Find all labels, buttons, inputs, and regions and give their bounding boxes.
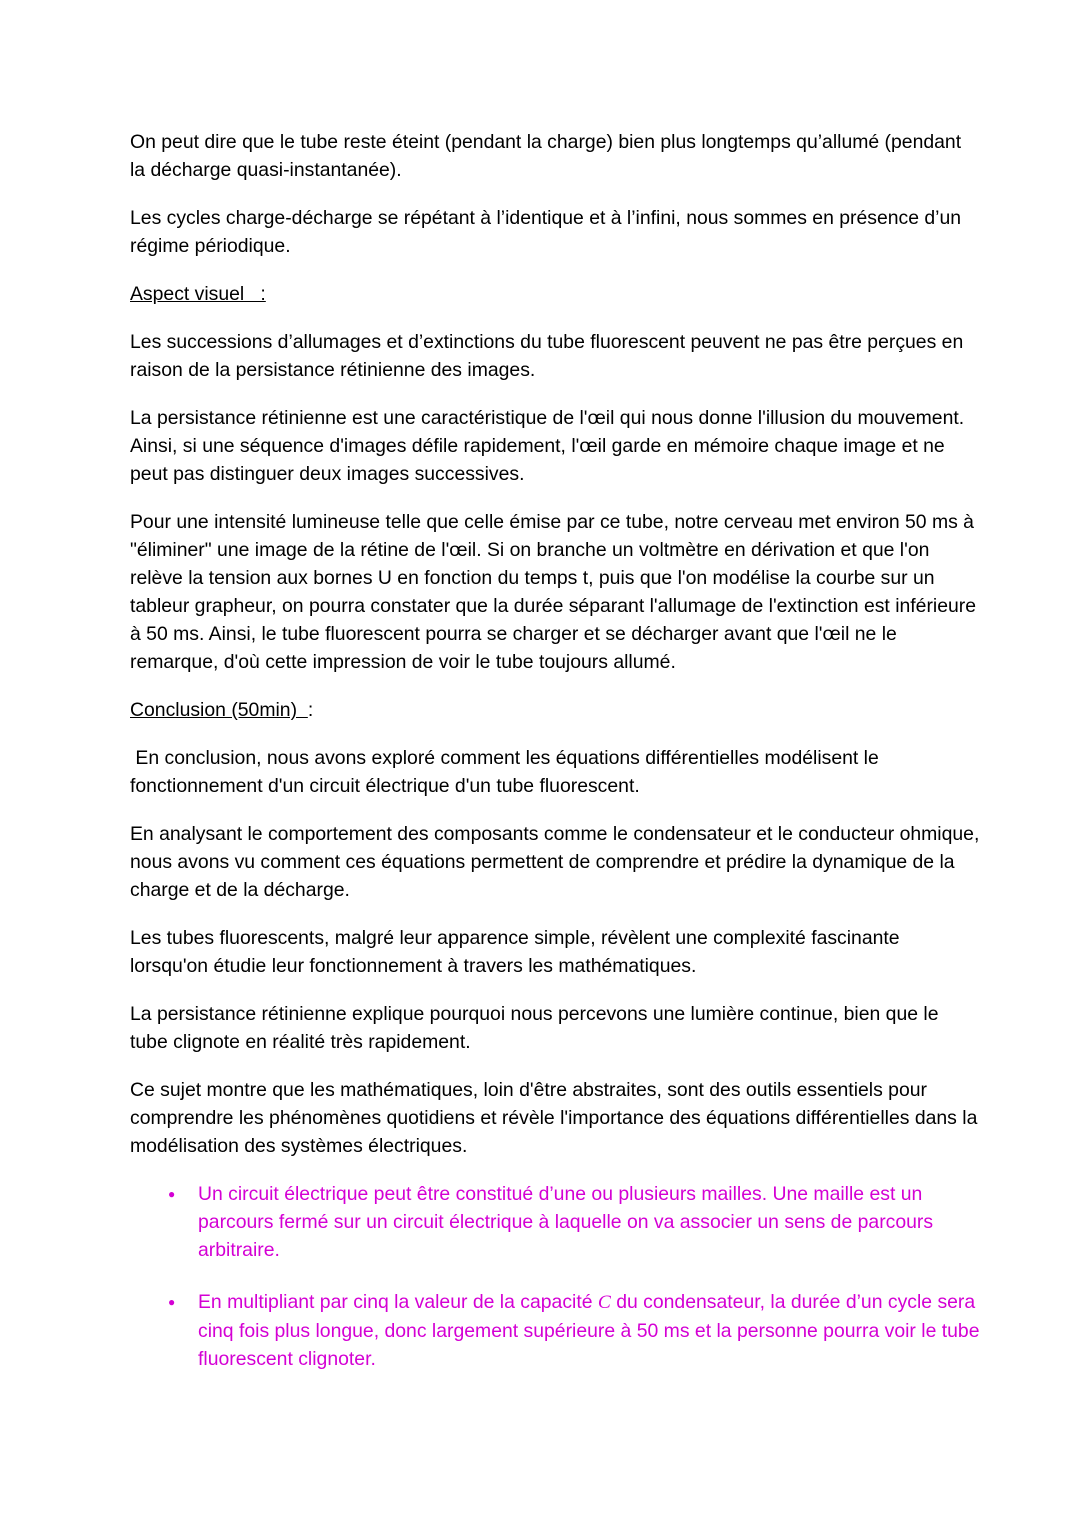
paragraph-lumiere-continue: La persistance rétinienne explique pourquoi nous percevons une lumière continue, bien que le tube clignote en réalité très rapidement. [130, 1003, 944, 1053]
paragraph-intensite-lumineuse: Pour une intensité lumineuse telle que celle émise par ce tube, notre cerveau met environ 50 ms à "éliminer" une image de la rétine de l'œil. Si on branche un voltmètre en dérivation et que l'on relève la tension aux bornes U en fonction du temps t, puis que l'on modélise la courbe sur un tableur grapheur, on pourra constater que la durée séparant l'allumage de l'extinction est inférieure à 50 ms. Ainsi, le tube fluorescent pourra se charger et se décharger avant que l'œil ne le remarque, d'où cette impression de voir le tube toujours allumé. [130, 511, 982, 673]
heading-aspect-visuel [130, 280, 980, 308]
bullet-list [130, 1180, 985, 1373]
bullet-capacite-before: En multipliant par cinq la valeur de la capacité [198, 1291, 598, 1313]
paragraph-en-conclusion: En conclusion, nous avons exploré comment les équations différentielles modélisent le fonctionnement d'un circuit électrique d'un tube fluorescent. [130, 747, 885, 797]
math-variable-capacitance: C [597, 1292, 611, 1313]
heading-aspect-visuel-text: Aspect visuel : [130, 283, 266, 305]
bullet-maille-text: Un circuit électrique peut être constitué d’une ou plusieurs mailles. Une maille est un parcours fermé sur un circuit électrique à laquelle on va associer un sens de parcours arbitraire. [198, 1183, 939, 1261]
paragraph-cycles-periodique: Les cycles charge-décharge se répétant à l’identique et à l’infini, nous sommes en présence d’un régime périodique. [130, 207, 967, 257]
bullet-capacite-after: du condensateur, la durée d’un cycle sera cinq fois plus longue, donc largement supérieure à 50 ms et la personne pourra voir le tube fluorescent clignoter. [198, 1291, 985, 1370]
paragraph-analysant-composants: En analysant le comportement des composants comme le condensateur et le conducteur ohmique, nous avons vu comment ces équations permettent de comprendre et prédire la dynamique de la charge et de la décharge. [130, 823, 985, 901]
paragraph-persistance-retinienne: La persistance rétinienne est une caractéristique de l'œil qui nous donne l'illusion du mouvement. Ainsi, si une séquence d'images défile rapidement, l'œil garde en mémoire chaque image et ne peut pas distinguer deux images successives. [130, 407, 969, 485]
heading-conclusion [130, 696, 980, 724]
paragraph-tubes-complexite: Les tubes fluorescents, malgré leur apparence simple, révèlent une complexité fascinante lorsqu'on étudie leur fonctionnement à travers les mathématiques. [130, 927, 905, 977]
paragraph-sujet-mathematiques: Ce sujet montre que les mathématiques, loin d'être abstraites, sont des outils essentiels pour comprendre les phénomènes quotidiens et révèle l'importance des équations différentielles dans la modélisation des systèmes électriques. [130, 1079, 983, 1157]
list-item-maille [198, 1180, 980, 1264]
paragraph-successions-allumages: Les successions d’allumages et d’extinctions du tube fluorescent peuvent ne pas être perçues en raison de la persistance rétinienne des images. [130, 331, 969, 381]
heading-conclusion-text: Conclusion (50min) [130, 699, 308, 721]
list-item-capacite [198, 1288, 985, 1373]
heading-conclusion-colon: : [307, 699, 314, 721]
paragraph-tube-eteint: On peut dire que le tube reste éteint (pendant la charge) bien plus longtemps qu’allumé (pendant la décharge quasi-instantanée). [130, 131, 967, 181]
